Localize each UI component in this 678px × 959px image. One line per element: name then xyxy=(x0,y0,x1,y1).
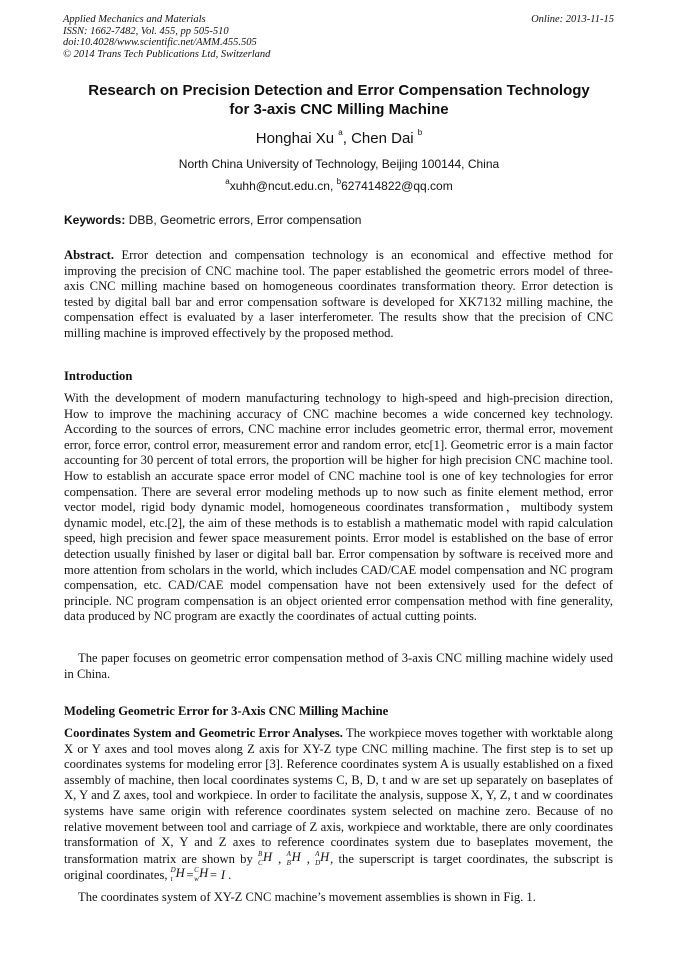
title-line-2: for 3-axis CNC Milling Machine xyxy=(229,101,449,118)
doi-line: doi:10.4028/www.scientific.net/AMM.455.505 xyxy=(63,37,257,48)
abstract xyxy=(64,248,613,342)
issn-line: ISSN: 1662-7482, Vol. 455, pp 505-510 xyxy=(63,25,229,37)
title-line-1: Research on Precision Detection and Error Compensation Technology xyxy=(88,82,590,99)
introduction-paragraph-2: The paper focuses on geometric error compensation method of 3-axis CNC milling machine widely used in China. xyxy=(64,651,613,681)
modeling-lead: Coordinates System and Geometric Error Analyses. xyxy=(64,726,343,740)
email-a-mark: a xyxy=(225,177,230,186)
author-1-mark: a xyxy=(338,128,343,137)
math-separator: , xyxy=(272,851,287,866)
copyright-line: © 2014 Trans Tech Publications Ltd, Switzerland xyxy=(63,48,271,60)
online-date: Online: 2013-11-15 xyxy=(531,14,614,25)
keywords xyxy=(64,213,361,227)
email-a: xuhh@ncut.edu.cn, xyxy=(229,179,337,193)
email-b: 627414822@qq.com xyxy=(341,179,453,193)
identity-matrix: = I xyxy=(209,868,226,883)
email-line xyxy=(40,179,638,193)
sentence-end: . xyxy=(225,868,232,883)
matrix-d-to-a: A D H xyxy=(315,849,330,867)
introduction-heading: Introduction xyxy=(64,369,133,383)
journal-name: Applied Mechanics and Materials xyxy=(63,14,206,25)
paper-title xyxy=(40,81,638,119)
author-separator: , Chen Dai xyxy=(342,130,418,147)
email-b-mark: b xyxy=(336,177,342,186)
modeling-paragraph-1 xyxy=(64,726,613,884)
keywords-text: DBB, Geometric errors, Error compensation xyxy=(125,213,362,227)
equals-sign: = xyxy=(185,868,195,883)
math-separator: , xyxy=(301,851,316,866)
modeling-text: The workpiece moves together with worktable along X or Y axes and tool moves along Z axis for XY-Z type CNC milling machine. The first step is to set up coordinates systems for modeling error [3]. Reference coordinates system A is usually established on a fixed assembly of machine, then local coordinates systems C, B, D, t and w are set up separately on baseplates of X, Y and Z axes, tool and workpiece. In order to facilitate the analysis, suppose X, Y, Z, t and w coordinates systems have same origin with reference coordinates system selected on machine zero. Because of no relative movement between tool and carriage of Z axis, workpiece and worktable, there are only coordinates transformation of X, Y and Z axes to reference coordinates system due to baseplates movement, the transformation matrix are shown by xyxy=(64,726,613,866)
abstract-label: Abstract. xyxy=(64,248,115,262)
modeling-paragraph-2: The coordinates system of XY-Z CNC machine’s movement assemblies is shown in Fig. 1. xyxy=(78,890,536,904)
matrix-b-to-a: A B H xyxy=(286,849,301,867)
author-2-mark: b xyxy=(417,128,423,137)
author-1: Honghai Xu xyxy=(255,130,339,147)
modeling-text-continued: , the superscript is target coordinates, the subscript is original coordinates, xyxy=(64,851,613,883)
matrix-t-to-d: D t H xyxy=(170,866,185,884)
author-line xyxy=(40,130,638,147)
journal-header xyxy=(63,14,270,60)
keywords-label: Keywords: xyxy=(64,213,126,227)
abstract-text: Error detection and compensation technology is an economical and effective method for improving the precision of CNC machine tool. The paper established the geometric errors model of three-axis CNC milling machine based on homogeneous coordinates transformation theory. Error detection is tested by digital ball bar and error compensation software is developed for XK7132 milling machine, the compensation effect is evaluated by a laser interferometer. The results show that the precision of CNC milling machine is improved effectively by the proposed method. xyxy=(64,248,613,340)
matrix-w-to-c: C w H xyxy=(194,866,209,884)
matrix-c-to-b: B C H xyxy=(257,849,273,867)
introduction-paragraph-1: With the development of modern manufacturing technology to high-speed and high-precision direction, How to improve the machining accuracy of CNC machine becomes a wide concerned key technology. According to the sources of errors, CNC machine error includes geometric error, thermal error, movement error, force error, control error, measurement error and random error, etc[1]. Geometric error is a main factor accounting for 30 percent of total errors, the proportion will be higher for high precision CNC machine tool. How to establish an accurate space error model of CNC machine tool is one of key technologies for error compensation. There are several error modeling methods up to now such as finite element method, error vector model, rigid body dynamic model, homogeneous coordinates transformation，multibody system dynamic model, etc.[2], the aim of these methods is to establish a mathematic model with rapid calculation speed, high precision and fewer space measurement points. Error model is established on the base of error detection usually finished by laser or digital ball bar. Error compensation by software is received more and more attention from scholars in the world, which includes CAD/CAE model compensation and NC program compensation, etc. CAD/CAE model compensation have not been extensively used for the defect of principle. NC program compensation is an object oriented error compensation method with fine generality, data produced by NC program are exactly the coordinates of actual cutting points. xyxy=(64,391,613,624)
modeling-heading: Modeling Geometric Error for 3-Axis CNC Milling Machine xyxy=(64,704,389,718)
affiliation: North China University of Technology, Beijing 100144, China xyxy=(178,157,500,171)
